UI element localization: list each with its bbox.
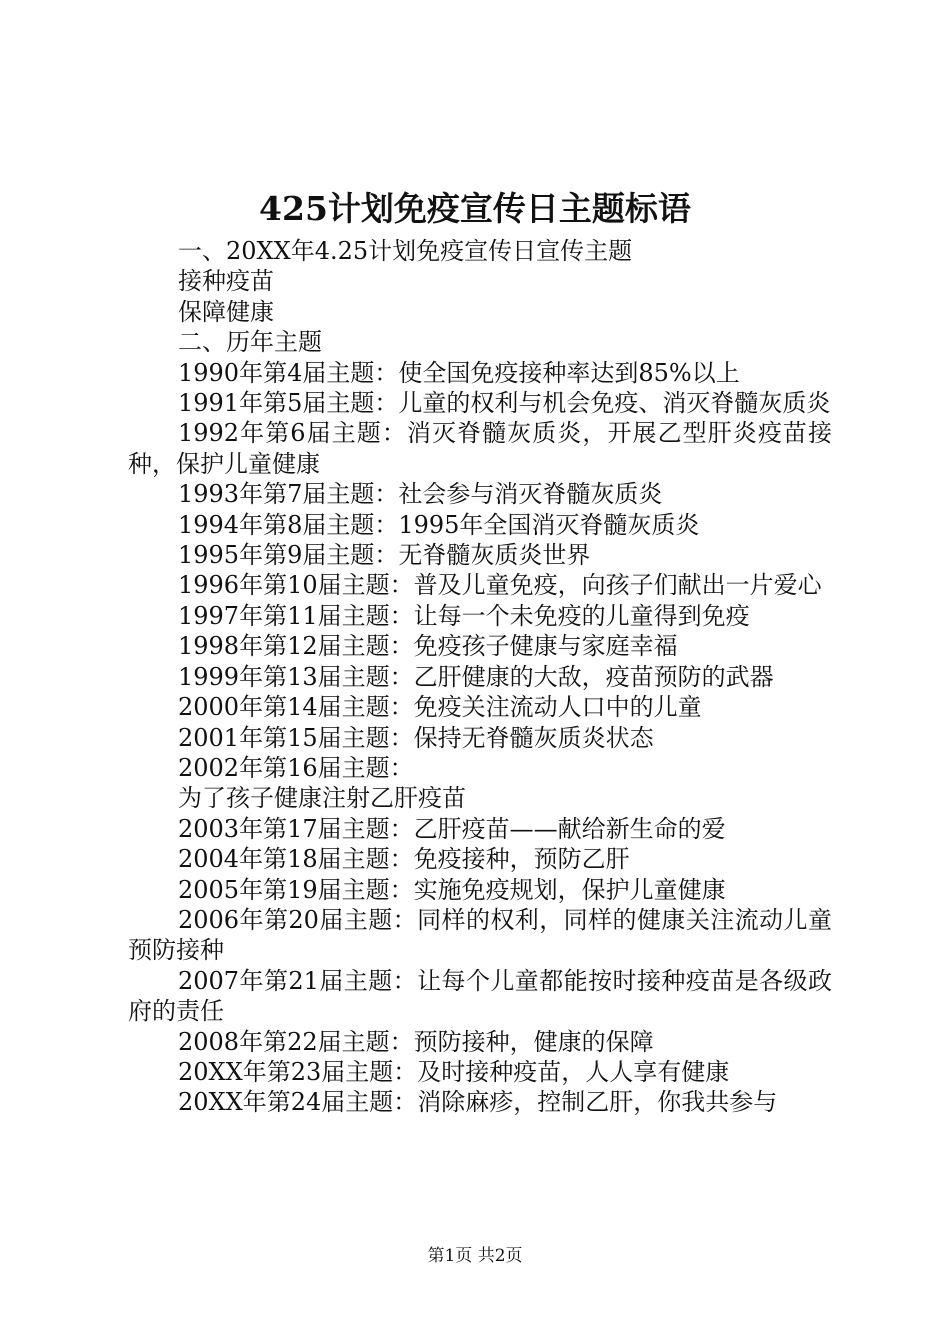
- page-indicator: 第1页 共2页: [427, 1246, 523, 1266]
- paragraph: 2006年第20届主题：同样的权利，同样的健康关注流动儿童预防接种: [128, 905, 832, 965]
- paragraph: 1996年第10届主题：普及儿童免疫，向孩子们献出一片爱心: [178, 571, 822, 600]
- document-body: [128, 236, 832, 1118]
- paragraph: 2005年第19届主题：实施免疫规划，保护儿童健康: [178, 875, 726, 904]
- paragraph: 2007年第21届主题：让每个儿童都能按时接种疫苗是各级政府的责任: [128, 966, 832, 1026]
- paragraph: 一、20XX年4.25计划免疫宣传日宣传主题: [178, 237, 633, 265]
- paragraph: 1992年第6届主题：消灭脊髓灰质炎，开展乙型肝炎疫苗接种，保护儿童健康: [128, 419, 832, 478]
- document-title: 425计划免疫宣传日主题标语: [259, 189, 691, 228]
- paragraph: 接种疫苗: [178, 267, 274, 296]
- paragraph: 2004年第18届主题：免疫接种，预防乙肝: [178, 845, 630, 874]
- page-footer: [0, 1244, 950, 1268]
- paragraph: 保障健康: [178, 297, 274, 326]
- paragraph: 20XX年第23届主题：及时接种疫苗，人人享有健康: [178, 1057, 730, 1086]
- paragraph: 1999年第13届主题：乙肝健康的大敌，疫苗预防的武器: [178, 662, 774, 691]
- paragraph: 1995年第9届主题：无脊髓灰质炎世界: [178, 541, 591, 570]
- paragraph: 为了孩子健康注射乙肝疫苗: [178, 784, 466, 813]
- paragraph: 2001年第15届主题：保持无脊髓灰质炎状态: [178, 723, 654, 752]
- paragraph: 1993年第7届主题：社会参与消灭脊髓灰质炎: [178, 480, 663, 509]
- paragraph: 2008年第22届主题：预防接种，健康的保障: [178, 1027, 654, 1056]
- paragraph: 2003年第17届主题：乙肝疫苗——献给新生命的爱: [178, 814, 726, 843]
- paragraph: 1997年第11届主题：让每一个未免疫的儿童得到免疫: [178, 601, 750, 630]
- paragraph: 1998年第12届主题：免疫孩子健康与家庭幸福: [178, 632, 678, 661]
- paragraph: 1994年第8届主题：1995年全国消灭脊髓灰质炎: [178, 510, 700, 539]
- paragraph: 20XX年第24届主题：消除麻疹，控制乙肝，你我共参与: [178, 1088, 778, 1117]
- paragraph: 1991年第5届主题：儿童的权利与机会免疫、消灭脊髓灰质炎: [178, 389, 831, 418]
- paragraph: 2002年第16届主题：: [178, 753, 414, 782]
- paragraph: 二、历年主题: [178, 328, 322, 357]
- paragraph: 1990年第4届主题：使全国免疫接种率达到85%以上: [178, 358, 740, 387]
- paragraph: 2000年第14届主题：免疫关注流动人口中的儿童: [178, 693, 702, 722]
